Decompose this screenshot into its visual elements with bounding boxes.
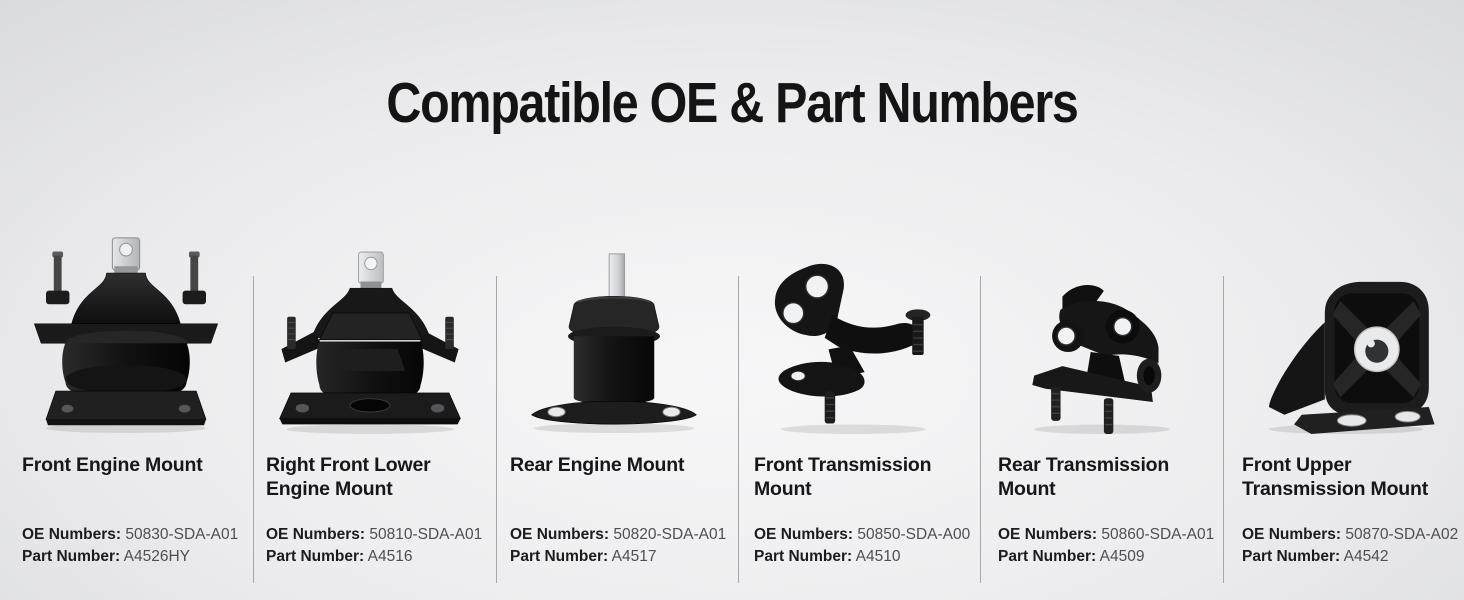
product-image <box>22 222 230 434</box>
product-info <box>22 524 239 568</box>
product-name: Rear Transmission Mount <box>998 454 1170 500</box>
product-info <box>266 524 483 568</box>
rear-engine-mount-illustration <box>518 252 710 434</box>
product-name: Front Engine Mount <box>22 454 203 476</box>
part-label: Part Number: <box>998 548 1097 565</box>
oe-label: OE Numbers: <box>754 526 854 543</box>
part-number-row <box>998 546 1206 568</box>
product-card-front-engine-mount <box>0 222 244 568</box>
page <box>0 70 1464 600</box>
products-grid <box>0 222 1464 568</box>
part-value: A4509 <box>1099 548 1145 565</box>
oe-number-row <box>266 524 483 546</box>
oe-label: OE Numbers: <box>998 526 1098 543</box>
rear-transmission-mount-illustration <box>1007 272 1197 434</box>
part-label: Part Number: <box>1242 548 1341 565</box>
product-card-front-upper-transmission-mount <box>1220 222 1464 568</box>
part-value: A4516 <box>367 548 413 565</box>
oe-number-row <box>998 524 1215 546</box>
oe-number-row <box>510 524 727 546</box>
oe-number-row <box>754 524 971 546</box>
oe-label: OE Numbers: <box>510 526 610 543</box>
oe-value: 50850-SDA-A00 <box>857 526 971 543</box>
part-number-row <box>1242 546 1450 568</box>
part-value: A4526HY <box>123 548 190 565</box>
product-name: Front Transmission Mount <box>754 454 932 500</box>
product-card-right-front-lower-engine-mount <box>244 222 488 568</box>
product-image <box>266 222 474 434</box>
part-label: Part Number: <box>22 548 121 565</box>
front-upper-transmission-mount-illustration <box>1248 278 1444 434</box>
front-engine-mount-illustration <box>28 234 224 434</box>
part-value: A4542 <box>1343 548 1389 565</box>
part-number-row <box>754 546 962 568</box>
part-value: A4510 <box>855 548 901 565</box>
product-image <box>998 222 1206 434</box>
oe-number-row <box>1242 524 1459 546</box>
product-name: Front Upper Transmission Mount <box>1242 454 1429 500</box>
product-info <box>998 524 1215 568</box>
oe-value: 50870-SDA-A02 <box>1345 526 1459 543</box>
part-number-row <box>510 546 718 568</box>
oe-value: 50830-SDA-A01 <box>125 526 239 543</box>
oe-label: OE Numbers: <box>1242 526 1342 543</box>
right-front-lower-engine-mount-illustration <box>270 250 470 434</box>
product-info <box>510 524 727 568</box>
product-name: Right Front Lower Engine Mount <box>266 454 431 500</box>
part-label: Part Number: <box>510 548 609 565</box>
front-transmission-mount-illustration <box>758 258 958 434</box>
oe-label: OE Numbers: <box>22 526 122 543</box>
product-card-rear-transmission-mount <box>976 222 1220 568</box>
part-value: A4517 <box>611 548 657 565</box>
product-image <box>510 222 718 434</box>
part-label: Part Number: <box>266 548 365 565</box>
oe-number-row <box>22 524 239 546</box>
product-card-front-transmission-mount <box>732 222 976 568</box>
product-image <box>754 222 962 434</box>
oe-value: 50820-SDA-A01 <box>613 526 727 543</box>
oe-label: OE Numbers: <box>266 526 366 543</box>
product-image <box>1242 222 1450 434</box>
product-name: Rear Engine Mount <box>510 454 685 476</box>
part-number-row <box>266 546 474 568</box>
product-info <box>754 524 971 568</box>
part-label: Part Number: <box>754 548 853 565</box>
page-title: Compatible OE & Part Numbers <box>386 71 1078 135</box>
product-info <box>1242 524 1459 568</box>
oe-value: 50860-SDA-A01 <box>1101 526 1215 543</box>
oe-value: 50810-SDA-A01 <box>369 526 483 543</box>
product-card-rear-engine-mount <box>488 222 732 568</box>
part-number-row <box>22 546 230 568</box>
